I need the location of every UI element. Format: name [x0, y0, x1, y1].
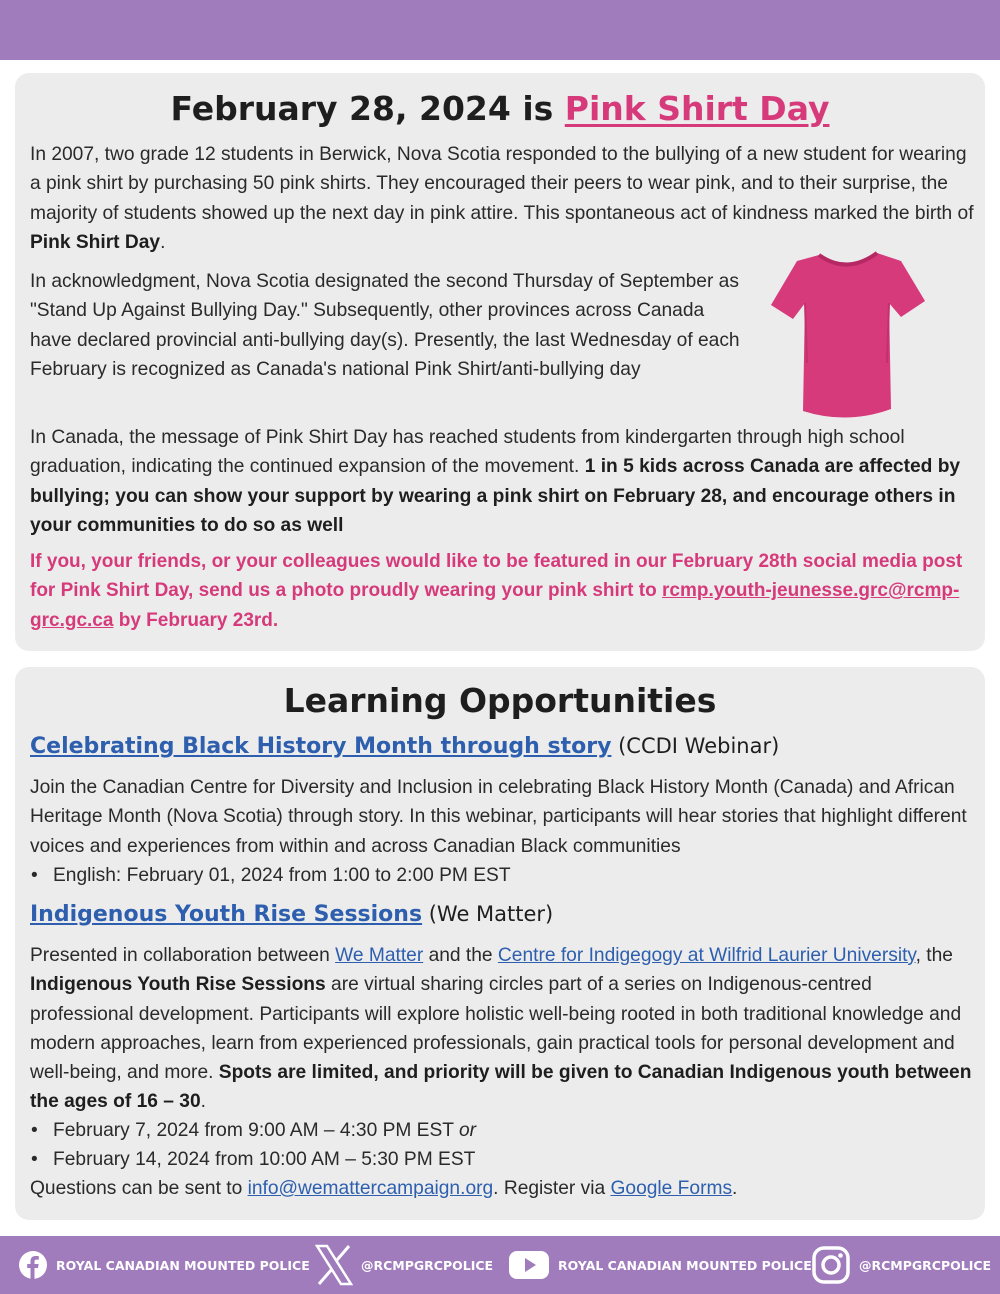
learning-opportunities-card [15, 667, 985, 1220]
x-icon [315, 1244, 353, 1286]
history-paragraph: In 2007, two grade 12 students in Berwick, Nova Scotia responded to the bullying of a new student for wearing a pink shirt by purchasing 50 pink shirts. They encouraged their peers to wear pink, and to their surprise, the majority of students showed up the next day in pink attire. This spontaneous act of kindness marked the birth of Pink Shirt Day. [30, 144, 974, 253]
instagram-icon [811, 1245, 851, 1285]
rcmp-youth-email-link[interactable]: rcmp.youth-jeunesse.grc@rcmp-grc.gc.ca [30, 580, 960, 631]
black-history-description: Join the Canadian Centre for Diversity and Inclusion in celebrating Black History Month (Canada) and African Heritage Month (Nova Scotia) through story. In this webinar, participants will hear stories that highlight different voices and experiences from within and across Canadian Black communities [30, 777, 967, 857]
indigegogy-centre-link[interactable]: Centre for Indigegogy at Wilfrid Laurier University [497, 945, 916, 966]
pink-shirt-icon [767, 243, 929, 423]
questions-line: Questions can be sent to info@wemattercampaign.org. Register via Google Forms. [30, 1178, 738, 1199]
instagram-handle[interactable]: @RCMPGRCPOLICE [811, 1236, 991, 1294]
wematter-email-link[interactable]: info@wemattercampaign.org [247, 1178, 494, 1199]
title-prefix: February 28, 2024 is [170, 89, 565, 128]
title-highlight: Pink Shirt Day [564, 89, 830, 128]
facebook-icon [18, 1250, 48, 1280]
youth-rise-heading: Indigenous Youth Rise Sessions (We Matter) [30, 902, 554, 927]
canada-paragraph: In Canada, the message of Pink Shirt Day has reached students from kindergarten through high school graduation, indicating the continued expansion of the movement. 1 in 5 kids across Canada are affected by bullying; you can show your support by wearing a pink shirt on February 28, and encourage others in your communities to do so as well [30, 427, 961, 536]
feature-call-paragraph: If you, your friends, or your colleagues would like to be featured in our February 28th social media post for Pink Shirt Day, send us a photo proudly wearing your pink shirt to rcmp.youth-jeunesse.grc@rcmp-grc.gc.ca by February 23rd. [30, 551, 963, 631]
black-history-date-bullet: • English: February 01, 2024 from 1:00 to 2:00 PM EST [53, 861, 511, 890]
youth-rise-date-bullet-2: • February 14, 2024 from 10:00 AM – 5:30 PM EST [53, 1145, 475, 1174]
black-history-link[interactable]: Celebrating Black History Month through story [30, 734, 612, 759]
youth-rise-date-bullet-1: • February 7, 2024 from 9:00 AM – 4:30 PM EST or [53, 1116, 476, 1145]
social-footer [0, 1236, 1000, 1294]
we-matter-link[interactable]: We Matter [335, 945, 424, 966]
google-forms-link[interactable]: Google Forms [610, 1178, 733, 1199]
facebook-handle[interactable]: ROYAL CANADIAN MOUNTED POLICE [18, 1236, 310, 1294]
pink-shirt-day-card [15, 73, 985, 651]
youtube-handle[interactable]: ROYAL CANADIAN MOUNTED POLICE [508, 1236, 812, 1294]
black-history-heading: Celebrating Black History Month through story (CCDI Webinar) [30, 734, 780, 759]
acknowledgment-paragraph: In acknowledgment, Nova Scotia designated the second Thursday of September as "Stand Up Against Bullying Day." Subsequently, other provinces across Canada have declared provincial anti-bullying day(s). Presently, the last Wednesday of each February is recognized as Canada's national Pink Shirt/anti-bullying day [30, 271, 740, 380]
youth-rise-link[interactable]: Indigenous Youth Rise Sessions [30, 902, 423, 927]
top-banner [0, 0, 1000, 60]
youth-rise-description: Presented in collaboration between We Matter and the Centre for Indigegogy at Wilfrid Laurier University, the Indigenous Youth Rise Sessions are virtual sharing circles part of a series on Indigenous-centred professional development. Participants will explore holistic well-being rooted in both traditional knowledge and modern approaches, learn from experienced professionals, gain practical tools for personal development and well-being, and more. Spots are limited, and priority will be given to Canadian Indigenous youth between the ages of 16 – 30. [30, 945, 972, 1113]
pink-shirt-day-title [15, 89, 985, 128]
learning-title: Learning Opportunities [283, 681, 717, 720]
x-handle[interactable]: @RCMPGRCPOLICE [315, 1236, 493, 1294]
youtube-icon [508, 1250, 550, 1280]
